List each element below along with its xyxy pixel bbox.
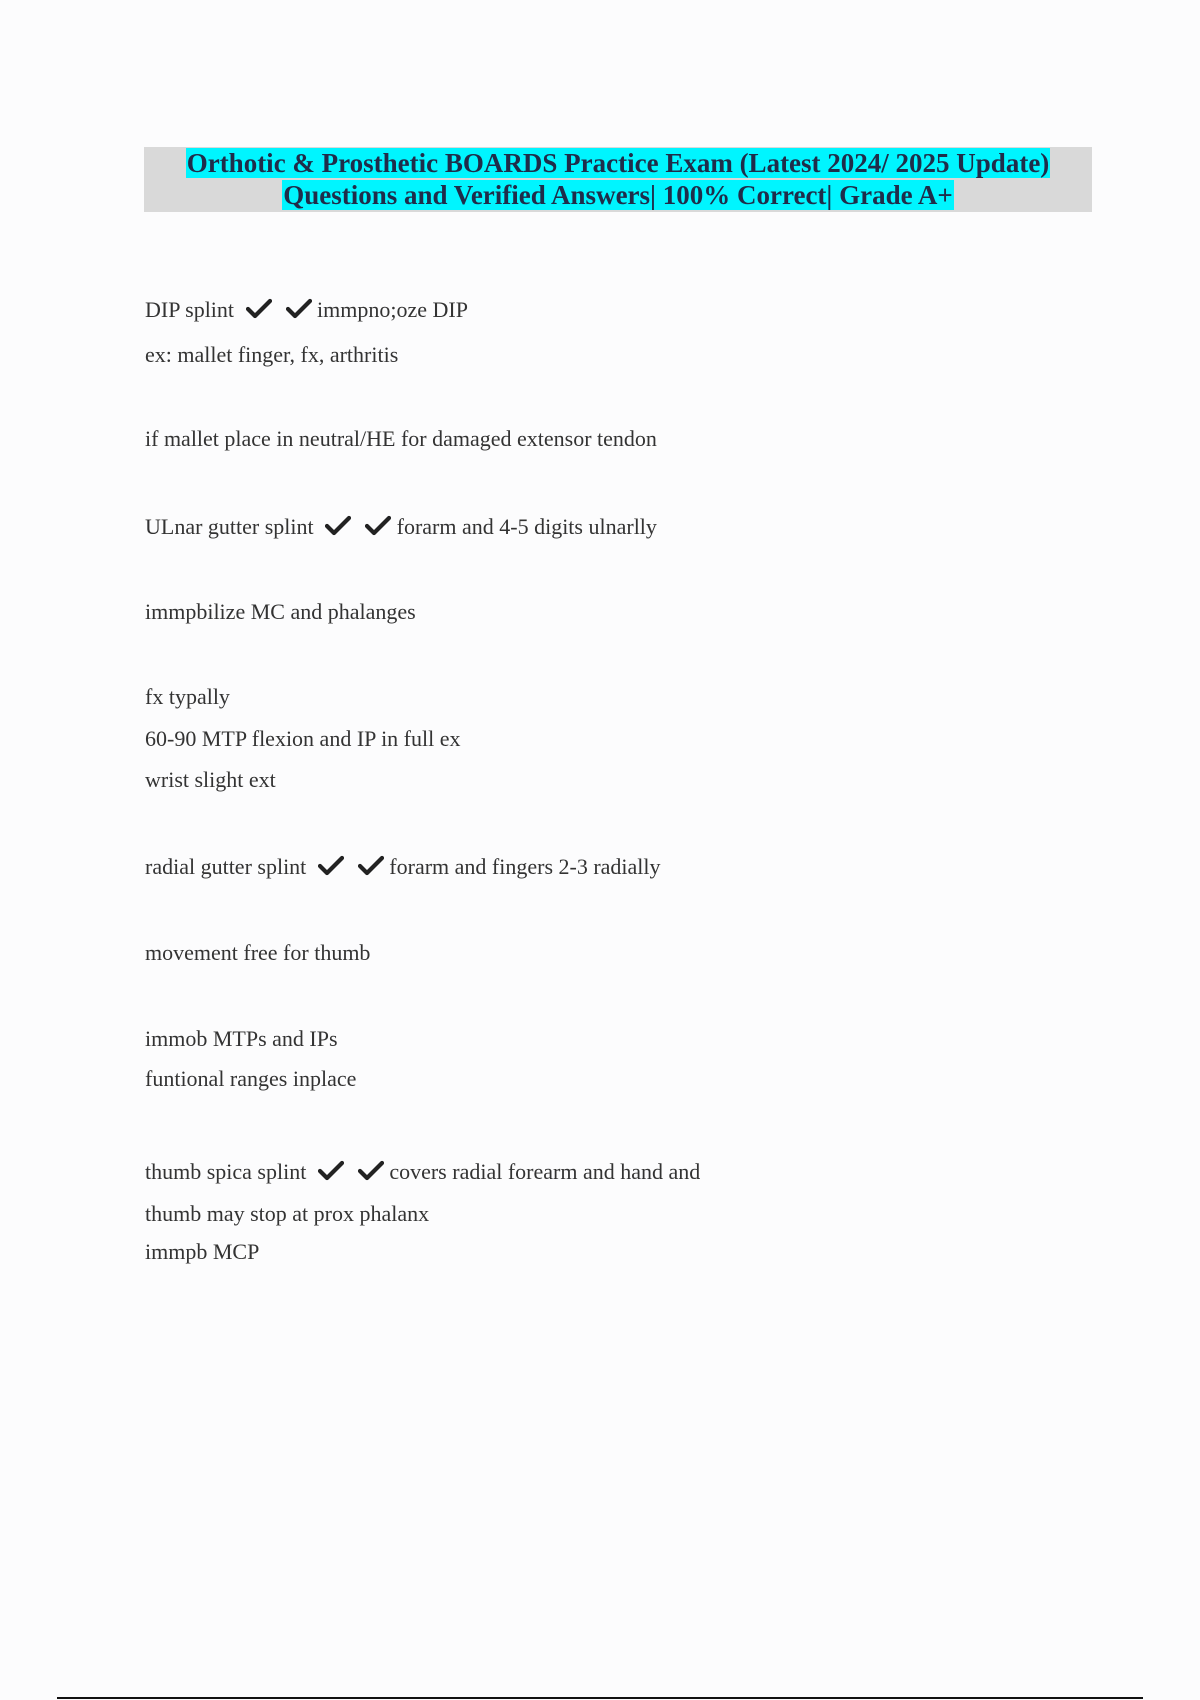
title-line-1: Orthotic & Prosthetic BOARDS Practice Exam (Latest 2024/ 2025 Update) (186, 148, 1050, 178)
checkmark-icon (365, 515, 391, 537)
card-note: movement free for thumb (145, 940, 371, 965)
card-note-line: wrist slight ext (145, 767, 276, 792)
card-note-line: immob MTPs and IPs (145, 1026, 338, 1051)
card-term: thumb spica splint (145, 1159, 307, 1184)
card-note: immpbilize MC and phalanges (145, 599, 416, 624)
card-definition: covers radial forearm and hand and (389, 1159, 701, 1184)
card-term: radial gutter splint (145, 854, 307, 879)
card-note: if mallet place in neutral/HE for damaged extensor tendon (145, 426, 657, 451)
title-banner (144, 147, 1092, 212)
card-term-row (145, 855, 661, 879)
checkmark-icon (286, 298, 312, 320)
footer-divider (57, 1697, 1143, 1699)
checkmark-icon (318, 855, 344, 877)
card-definition: immpno;oze DIP (317, 297, 468, 322)
card-term: DIP splint (145, 297, 235, 322)
checkmark-icon (358, 855, 384, 877)
card-note-line: funtional ranges inplace (145, 1066, 357, 1091)
card-term-row (145, 515, 657, 539)
card-definition: forarm and fingers 2-3 radially (389, 854, 661, 879)
checkmark-icon (358, 1160, 384, 1182)
card-term: ULnar gutter splint (145, 514, 314, 539)
title-line-2: Questions and Verified Answers| 100% Correct| Grade A+ (283, 180, 953, 210)
card-term-row (145, 1160, 700, 1184)
card-note-line: 60-90 MTP flexion and IP in full ex (145, 726, 461, 751)
checkmark-icon (318, 1160, 344, 1182)
card-extra-line: ex: mallet finger, fx, arthritis (145, 342, 399, 367)
checkmark-icon (325, 515, 351, 537)
card-definition: forarm and 4-5 digits ulnarlly (396, 514, 657, 539)
card-extra-line: immpb MCP (145, 1239, 260, 1264)
card-term-row (145, 298, 468, 322)
card-extra-line: thumb may stop at prox phalanx (145, 1201, 430, 1226)
checkmark-icon (246, 298, 272, 320)
card-note-line: fx typally (145, 684, 230, 709)
